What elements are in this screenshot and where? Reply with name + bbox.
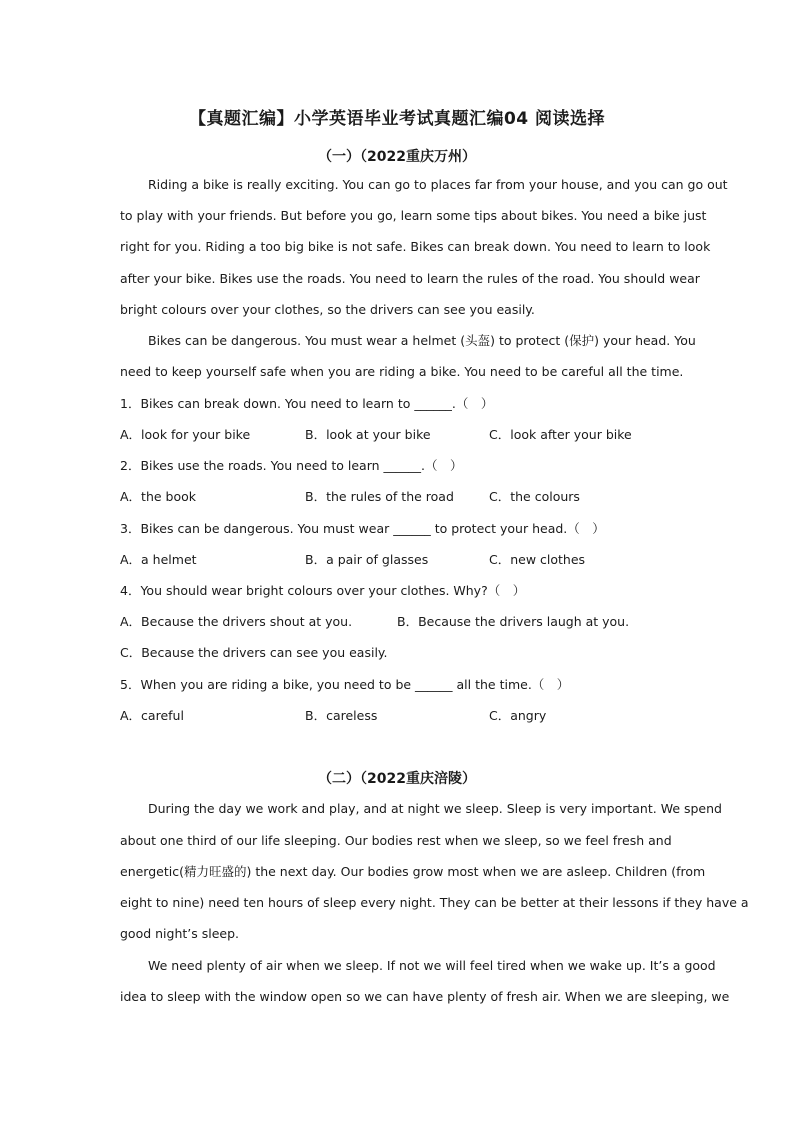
passage-line: to play with your friends. But before you go, learn some tips about bikes. You need a bike just: [120, 208, 707, 223]
option-b: B．the rules of the road: [305, 489, 454, 504]
passage-line: We need plenty of air when we sleep. If not we will feel tired when we wake up. It’s a good: [148, 958, 716, 973]
option-c: C．angry: [489, 708, 547, 723]
passage-line: eight to nine) need ten hours of sleep every night. They can be better at their lessons if they have a: [120, 895, 749, 910]
option-b: B．a pair of glasses: [305, 552, 429, 567]
passage-line: idea to sleep with the window open so we can have plenty of fresh air. When we are sleeping, we: [120, 989, 730, 1004]
passage-line: after your bike. Bikes use the roads. You need to learn the rules of the road. You should wear: [120, 271, 700, 286]
option-a: A．careful: [120, 708, 184, 723]
section-heading-2: （二）（2022重庆涪陵）: [318, 771, 476, 787]
question-stem: 4．You should wear bright colours over your clothes. Why?（ ）: [120, 583, 526, 598]
option-b: B．Because the drivers laugh at you.: [397, 614, 630, 629]
passage-line: Riding a bike is really exciting. You can go to places far from your house, and you can go out: [148, 177, 728, 192]
option-b: B．careless: [305, 708, 378, 723]
option-c: C．the colours: [489, 489, 580, 504]
option-a: A．look for your bike: [120, 427, 251, 442]
option-a: A．Because the drivers shout at you.: [120, 614, 353, 629]
passage-line: good night’s sleep.: [120, 926, 240, 941]
passage-line: Bikes can be dangerous. You must wear a helmet (头盔) to protect (保护) your head. You: [148, 333, 696, 348]
question-stem: 1．Bikes can break down. You need to learn to ______.（ ）: [120, 396, 494, 411]
option-a: A．the book: [120, 489, 197, 504]
option-b: B．look at your bike: [305, 427, 431, 442]
section-heading-1: （一）（2022重庆万州）: [318, 149, 476, 165]
option-a: A．a helmet: [120, 552, 197, 567]
option-c: C．new clothes: [489, 552, 586, 567]
passage-line: need to keep yourself safe when you are riding a bike. You need to be careful all the time.: [120, 364, 684, 379]
question-stem: 2．Bikes use the roads. You need to learn ______.（ ）: [120, 458, 463, 473]
question-stem: 3．Bikes can be dangerous. You must wear ______ to protect your head.（ ）: [120, 521, 605, 536]
option-c: C．look after your bike: [489, 427, 632, 442]
passage-line: right for you. Riding a too big bike is not safe. Bikes can break down. You need to learn to look: [120, 239, 711, 254]
question-stem: 5．When you are riding a bike, you need to be ______ all the time.（ ）: [120, 677, 570, 692]
passage-line: bright colours over your clothes, so the drivers can see you easily.: [120, 302, 535, 317]
passage-line: about one third of our life sleeping. Our bodies rest when we sleep, so we feel fresh and: [120, 833, 672, 848]
passage-line: energetic(精力旺盛的) the next day. Our bodies grow most when we are asleep. Children (from: [120, 864, 706, 879]
option-c: C．Because the drivers can see you easily.: [120, 645, 388, 660]
page-title: 【真题汇编】小学英语毕业考试真题汇编04 阅读选择: [188, 109, 606, 129]
passage-line: During the day we work and play, and at night we sleep. Sleep is very important. We spend: [148, 801, 722, 816]
